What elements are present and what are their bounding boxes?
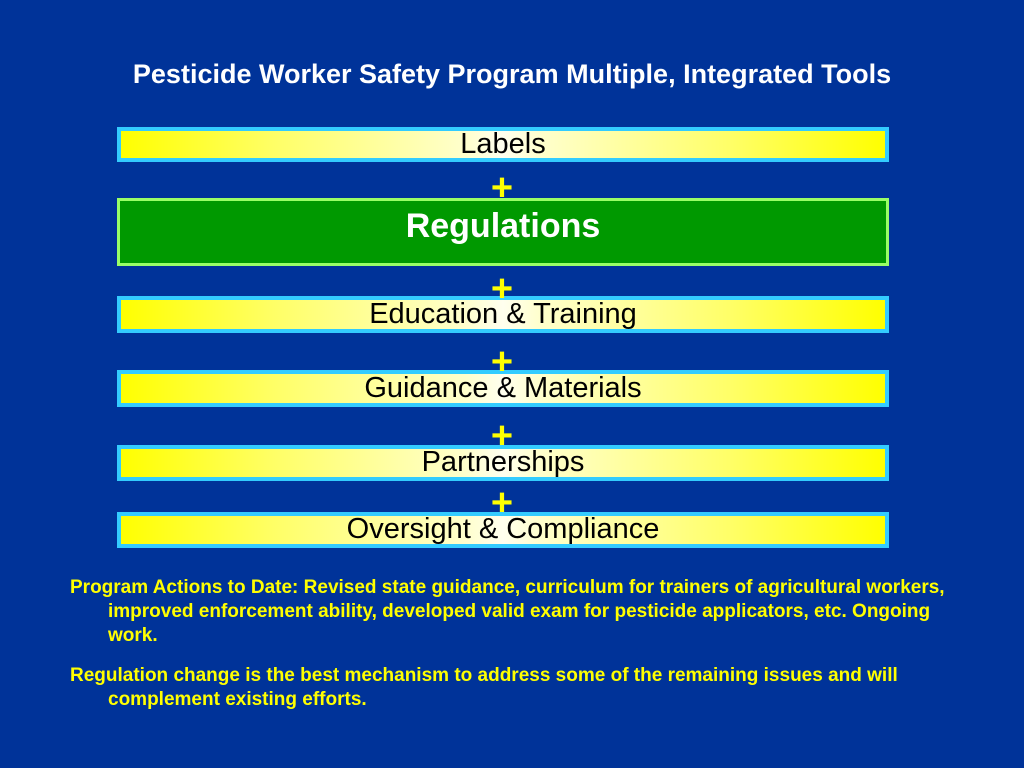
tool-bar-labels [117, 127, 889, 162]
plus-connector-4: + [490, 415, 514, 457]
tool-label: Oversight & Compliance [346, 513, 660, 545]
plus-connector-1: + [490, 167, 514, 209]
plus-connector-2: + [490, 268, 514, 310]
plus-connector-5: + [490, 482, 514, 524]
note-regulation-change: Regulation change is the best mechanism to address some of the remaining issues and will complement existing efforts. [70, 665, 898, 710]
tool-label-highlighted: Regulations [405, 207, 601, 245]
tool-label: Education & Training [369, 297, 637, 330]
plus-connector-3: + [490, 341, 514, 383]
slide-title: Pesticide Worker Safety Program Multiple, Integrated Tools [132, 59, 892, 89]
notes-section [70, 576, 970, 728]
tool-label: Guidance & Materials [364, 371, 642, 404]
note-program-actions: Program Actions to Date: Revised state guidance, curriculum for trainers of agricultural workers, improved enforcement ability, developed valid exam for pesticide applicators, etc. Ongoing work. [70, 577, 945, 646]
tool-label: Labels [460, 127, 546, 160]
tool-label: Partnerships [421, 446, 585, 478]
